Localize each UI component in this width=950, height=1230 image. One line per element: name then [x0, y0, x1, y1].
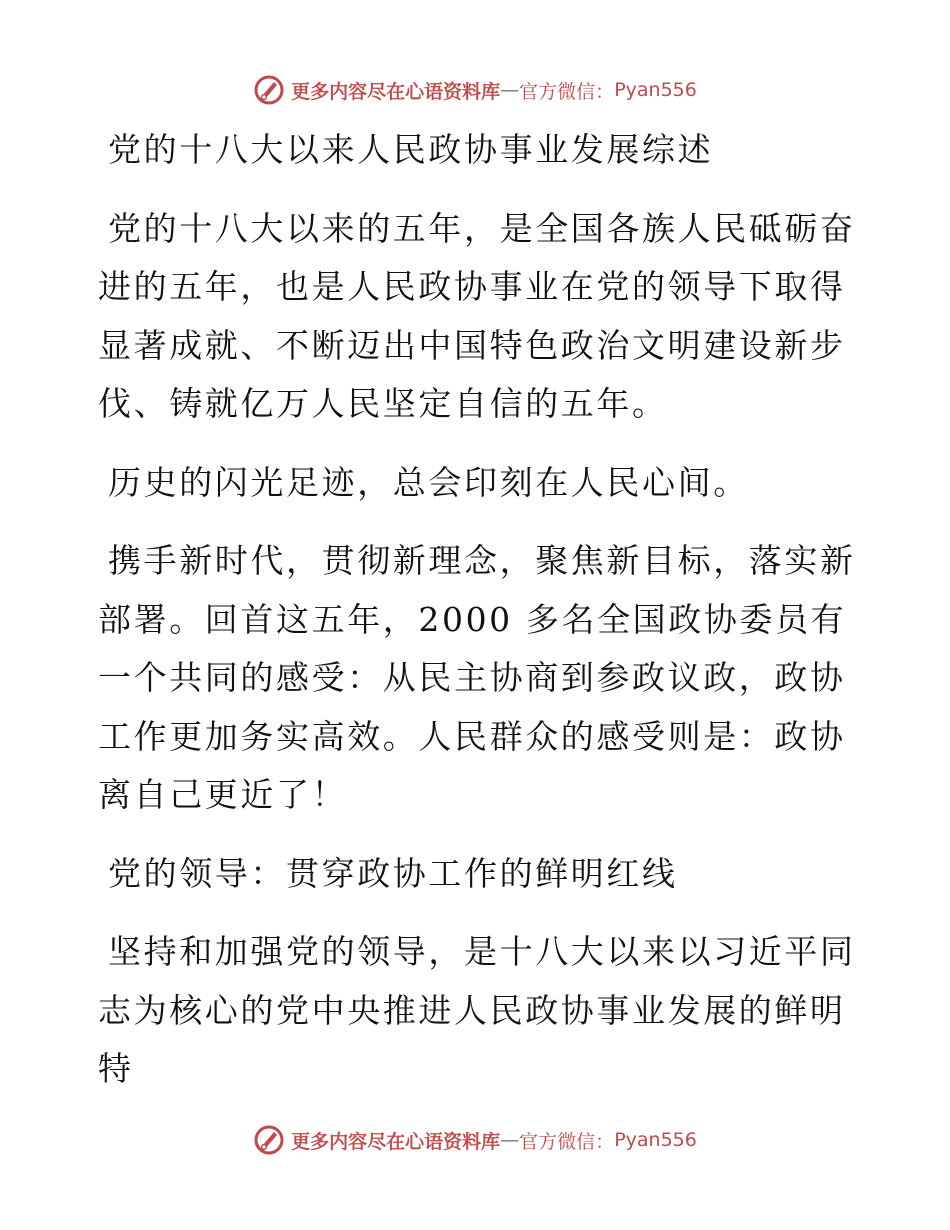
watermark-wechat-label: 官方微信：: [519, 80, 615, 103]
section-subheading: 党的领导：贯穿政协工作的鲜明红线: [108, 853, 678, 893]
brand-logo-icon: [253, 74, 285, 106]
watermark-wechat-id: Pyan556: [614, 79, 697, 101]
brand-logo-icon: [253, 1124, 285, 1156]
watermark-banner-top: [0, 74, 950, 106]
paragraph-3: 携手新时代，贯彻新理念，聚焦新目标，落实新部署。回首这五年，2000 多名全国政协委员有一个共同的感受：从民主协商到参政议政，政协工作更加务实高效。人民群众的感受则是：政协离自己更近了！: [98, 541, 856, 814]
watermark-text: 更多内容尽在心语资料库: [291, 1130, 501, 1153]
paragraph-2: 历史的闪光足迹，总会印刻在人民心间。: [108, 462, 749, 502]
paragraph-1: 党的十八大以来的五年，是全国各族人民砥砺奋进的五年，也是人民政协事业在党的领导下取得显著成就、不断迈出中国特色政治文明建设新步伐、铸就亿万人民坚定自信的五年。: [98, 208, 856, 423]
watermark-wechat-label: 官方微信：: [519, 1130, 615, 1153]
document-title: 党的十八大以来人民政协事业发展综述: [108, 130, 714, 169]
paragraph-4: 坚持和加强党的领导，是十八大以来以习近平同志为核心的党中央推进人民政协事业发展的鲜明特: [98, 932, 856, 1088]
watermark-banner-bottom: [0, 1124, 950, 1156]
watermark-separator: —: [500, 79, 520, 101]
watermark-wechat-id: Pyan556: [614, 1129, 697, 1151]
document-body: [98, 121, 858, 1119]
watermark-separator: —: [500, 1129, 520, 1151]
watermark-text: 更多内容尽在心语资料库: [291, 80, 501, 103]
